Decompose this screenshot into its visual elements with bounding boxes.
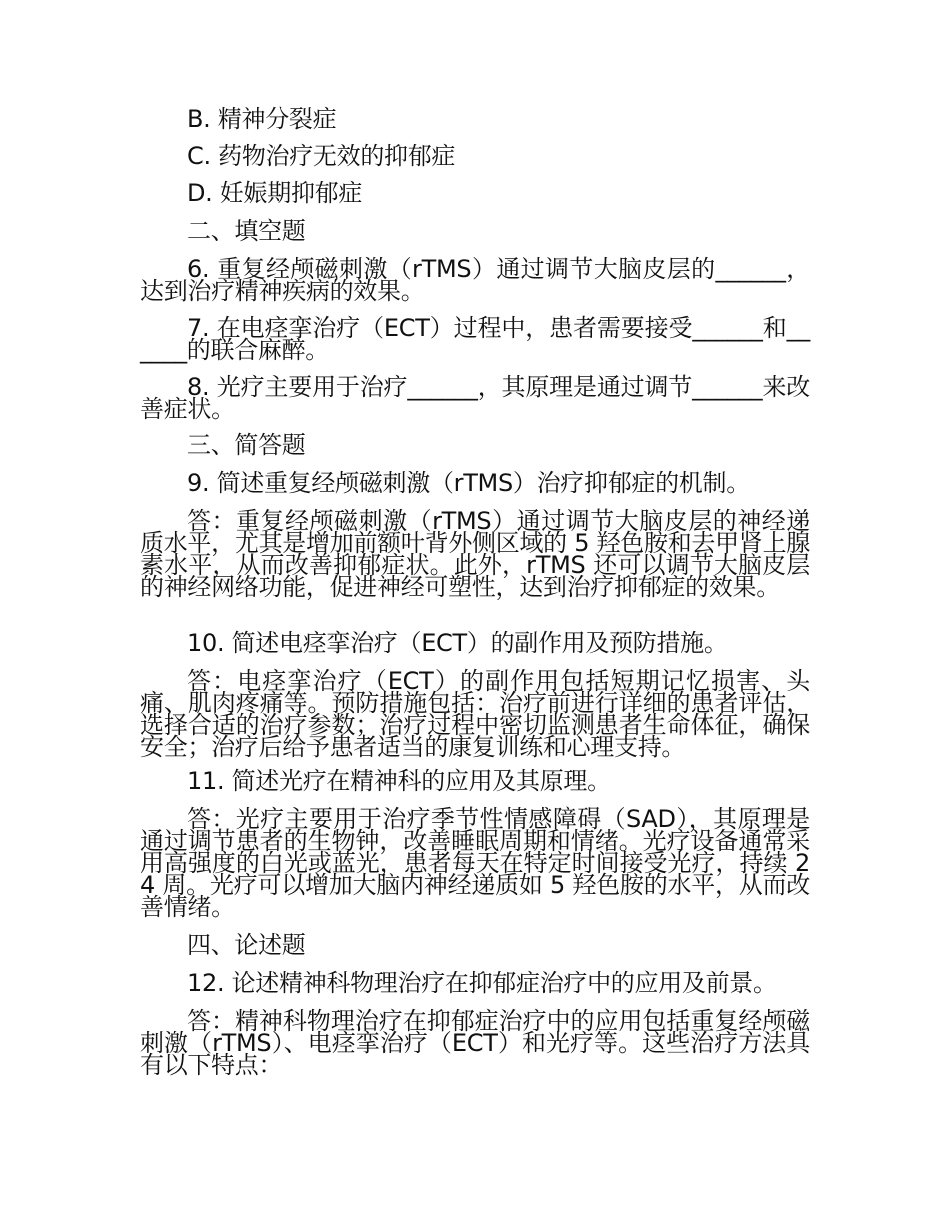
option-b: B. 精神分裂症 [187, 105, 337, 133]
section-heading-fill-blank: 二、填空题 [187, 217, 306, 245]
question-11: 11. 简述光疗在精神科的应用及其原理。 [187, 767, 611, 795]
section-heading-essay: 四、论述题 [187, 931, 306, 959]
section-heading-short-answer: 三、简答题 [187, 431, 306, 459]
question-8: 8. 光疗主要用于治疗______，其原理是通过调节______来改善症状。 [140, 373, 810, 423]
option-c: C. 药物治疗无效的抑郁症 [187, 142, 456, 170]
answer-11: 答：光疗主要用于治疗季节性情感障碍（SAD），其原理是通过调节患者的生物钟，改善睡眠周期和情绪。光疗设备通常采用高强度的白光或蓝光，患者每天在特定时间接受光疗，持续 24 周。光疗可以增加大脑内神经递质如 5 羟色胺的水平，从而改善情绪。 [140, 805, 810, 921]
answer-9: 答：重复经颅磁刺激（rTMS）通过调节大脑皮层的神经递质水平，尤其是增加前额叶背外侧区域的 5 羟色胺和去甲肾上腺素水平，从而改善抑郁症状。此外，rTMS 还可以调节大脑皮层的神经网络功能，促进神经可塑性，达到治疗抑郁症的效果。 [140, 507, 810, 601]
question-12: 12. 论述精神科物理治疗在抑郁症治疗中的应用及前景。 [187, 969, 777, 997]
option-d: D. 妊娠期抑郁症 [187, 179, 363, 207]
question-10: 10. 简述电痉挛治疗（ECT）的副作用及预防措施。 [187, 629, 728, 657]
question-7: 7. 在电痉挛治疗（ECT）过程中，患者需要接受______和______的联合麻醉。 [140, 314, 810, 364]
question-6: 6. 重复经颅磁刺激（rTMS）通过调节大脑皮层的______，达到治疗精神疾病的效果。 [140, 255, 810, 305]
answer-10: 答：电痉挛治疗（ECT）的副作用包括短期记忆损害、头痛、肌肉疼痛等。预防措施包括：治疗前进行详细的患者评估，选择合适的治疗参数；治疗过程中密切监测患者生命体征，确保安全；治疗后给予患者适当的康复训练和心理支持。 [140, 667, 810, 761]
question-9: 9. 简述重复经颅磁刺激（rTMS）治疗抑郁症的机制。 [187, 469, 750, 497]
answer-12: 答：精神科物理治疗在抑郁症治疗中的应用包括重复经颅磁刺激（rTMS）、电痉挛治疗（ECT）和光疗等。这些治疗方法具有以下特点： [140, 1007, 810, 1079]
